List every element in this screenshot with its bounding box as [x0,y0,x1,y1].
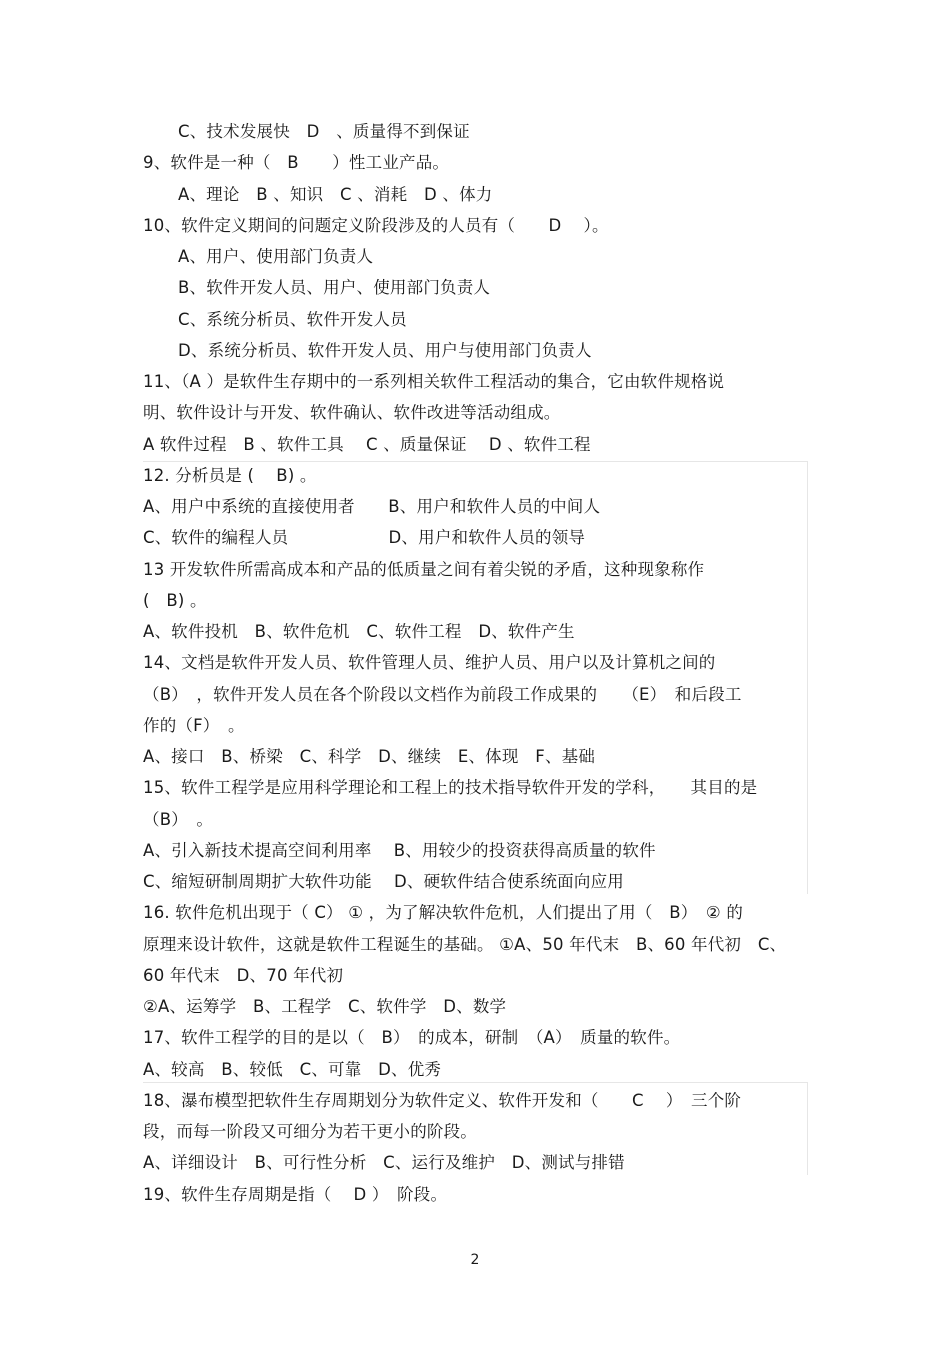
text-line: A、引入新技术提高空间利用率 B、用较少的投资获得高质量的软件 [143,841,656,860]
text-line: 15、软件工程学是应用科学理论和工程上的技术指导软件开发的学科， 其目的是 [143,778,758,797]
text-line: B、软件开发人员、用户、使用部门负责人 [178,278,491,297]
text-line: 明、软件设计与开发、软件确认、软件改进等活动组成。 [143,403,561,422]
text-line: ( B) 。 [143,591,207,610]
text-line: A、较高 B、较低 C、可靠 D、优秀 [143,1060,442,1079]
text-line: 段，而每一阶段又可细分为若干更小的阶段。 [143,1122,477,1141]
text-line: 19、软件生存周期是指（ D ） 阶段。 [143,1185,448,1204]
text-line: 14、文档是软件开发人员、软件管理人员、维护人员、用户以及计算机之间的 [143,653,716,672]
text-line: 12. 分析员是 ( B) 。 [143,466,317,485]
text-line: D、系统分析员、软件开发人员、用户与使用部门负责人 [178,341,592,360]
text-line: C、系统分析员、软件开发人员 [178,310,407,329]
frame-fragment [143,461,808,894]
text-line: 9、软件是一种（ B ）性工业产品。 [143,153,450,172]
text-line: 16. 软件危机出现于（ C） ① ，为了解决软件危机，人们提出了用（ B） ② 的 [143,903,744,922]
text-line: 13 开发软件所需高成本和产品的低质量之间有着尖锐的矛盾，这种现象称作 [143,560,705,579]
text-line: A 软件过程 B 、软件工具 C 、质量保证 D 、软件工程 [143,435,591,454]
text-line: A、用户、使用部门负责人 [178,247,374,266]
text-line: 17、软件工程学的目的是以（ B） 的成本，研制 （A） 质量的软件。 [143,1028,681,1047]
text-line: C、技术发展快 D 、质量得不到保证 [178,122,470,141]
text-line: 18、瀑布模型把软件生存周期划分为软件定义、软件开发和（ C ） 三个阶 [143,1091,742,1110]
text-line: （B） ，软件开发人员在各个阶段以文档作为前段工作成果的 （E） 和后段工 [143,685,742,704]
text-line: ②A、运筹学 B、工程学 C、软件学 D、数学 [143,997,507,1016]
text-line: （B） 。 [143,810,214,829]
text-line: C、软件的编程人员 D、用户和软件人员的领导 [143,528,586,547]
text-line: 原理来设计软件，这就是软件工程诞生的基础。 ①A、50 年代末 B、60 年代初 C、 [143,935,787,954]
text-line: 作的（F） 。 [143,716,245,735]
text-line: A、软件投机 B、软件危机 C、软件工程 D、软件产生 [143,622,575,641]
text-line: A、理论 B 、知识 C 、消耗 D 、体力 [178,185,493,204]
text-line: 10、软件定义期间的问题定义阶段涉及的人员有（ D ）。 [143,216,609,235]
text-line: A、接口 B、桥梁 C、科学 D、继续 E、体现 F、基础 [143,747,596,766]
text-line: C、缩短研制周期扩大软件功能 D、硬软件结合使系统面向应用 [143,872,624,891]
page-number: 2 [470,1252,480,1268]
text-line: A、详细设计 B、可行性分析 C、运行及维护 D、测试与排错 [143,1153,625,1172]
text-line: 60 年代末 D、70 年代初 [143,966,344,985]
text-line: A、用户中系统的直接使用者 B、用户和软件人员的中间人 [143,497,601,516]
text-line: 11、（A ）是软件生存期中的一系列相关软件工程活动的集合，它由软件规格说 [143,372,725,391]
